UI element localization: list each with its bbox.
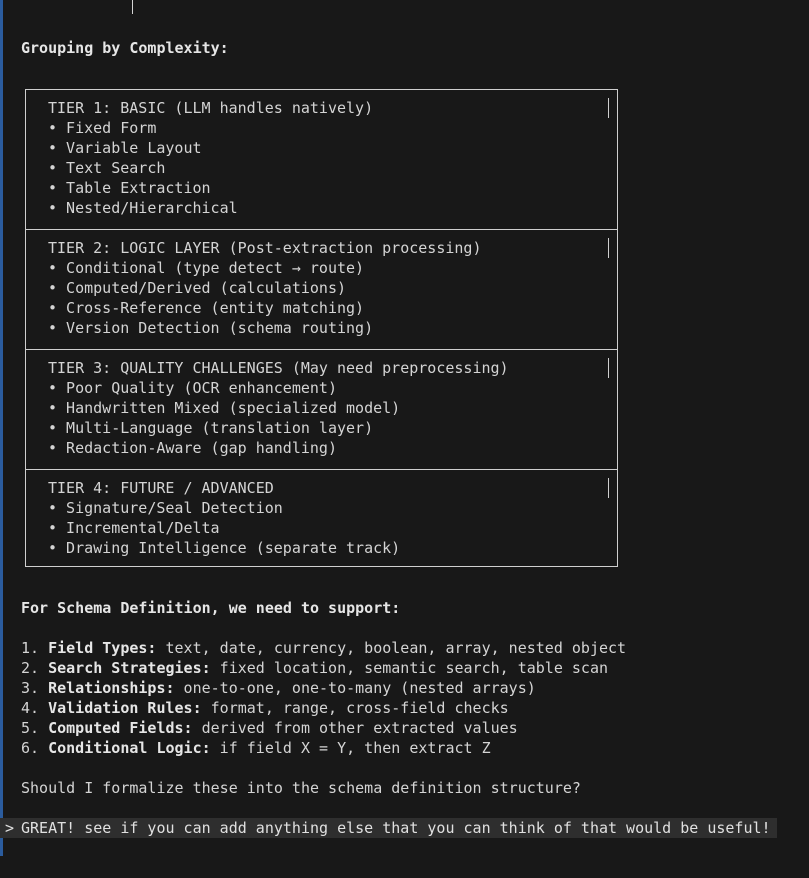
tier-3-item: • Handwritten Mixed (specialized model): [48, 399, 401, 417]
grouping-heading: Grouping by Complexity:: [21, 39, 229, 57]
schema-list-item: [21, 718, 518, 738]
schema-list-item: [21, 698, 509, 718]
item-label: Search Strategies:: [48, 659, 211, 677]
tier-1-title: TIER 1: BASIC (LLM handles natively): [48, 99, 374, 117]
prompt-caret-icon: >: [5, 819, 15, 837]
tier-2-title: TIER 2: LOGIC LAYER (Post-extraction processing): [48, 239, 482, 257]
user-prompt-input[interactable]: [0, 818, 777, 838]
item-text: format, range, cross-field checks: [201, 699, 509, 717]
schema-list-item: [21, 638, 626, 658]
left-accent-bar: [0, 0, 3, 856]
item-number: 5.: [21, 719, 49, 737]
prompt-text: GREAT! see if you can add anything else that you can think of that would be useful!: [21, 819, 771, 837]
tier-1-border-tick: [608, 98, 609, 118]
item-label: Computed Fields:: [48, 719, 193, 737]
item-text: derived from other extracted values: [192, 719, 518, 737]
tier-4-border-tick: [608, 478, 609, 498]
tier-3-border-tick: [608, 358, 609, 378]
tier-3-title: TIER 3: QUALITY CHALLENGES (May need preprocessing): [48, 359, 509, 377]
tier-4-item: • Signature/Seal Detection: [48, 499, 283, 517]
item-label: Field Types:: [48, 639, 157, 657]
tier-1-item: • Table Extraction: [48, 179, 211, 197]
schema-list-item: [21, 678, 536, 698]
text-cursor: [132, 0, 133, 14]
item-text: text, date, currency, boolean, array, nested object: [156, 639, 627, 657]
tier-1-item: • Fixed Form: [48, 119, 157, 137]
tier-1-section: [26, 90, 617, 229]
tier-3-item: • Multi-Language (translation layer): [48, 419, 374, 437]
tier-1-item: • Nested/Hierarchical: [48, 199, 238, 217]
tier-2-section: [26, 229, 617, 349]
schema-list-item: [21, 738, 491, 758]
tier-table: [25, 89, 618, 567]
tier-1-item: • Variable Layout: [48, 139, 202, 157]
tier-4-item: • Drawing Intelligence (separate track): [48, 539, 401, 557]
item-label: Conditional Logic:: [48, 739, 211, 757]
tier-1-item: • Text Search: [48, 159, 166, 177]
item-number: 6.: [21, 739, 49, 757]
tier-4-section: [26, 469, 617, 567]
item-number: 2.: [21, 659, 49, 677]
item-label: Validation Rules:: [48, 699, 202, 717]
item-text: one-to-one, one-to-many (nested arrays): [174, 679, 536, 697]
item-text: fixed location, semantic search, table scan: [210, 659, 609, 677]
schema-heading: For Schema Definition, we need to support:: [21, 599, 401, 617]
tier-3-item: • Poor Quality (OCR enhancement): [48, 379, 337, 397]
tier-4-item: • Incremental/Delta: [48, 519, 220, 537]
tier-2-item: • Cross-Reference (entity matching): [48, 299, 365, 317]
schema-list-item: [21, 658, 608, 678]
tier-3-item: • Redaction-Aware (gap handling): [48, 439, 337, 457]
item-number: 3.: [21, 679, 49, 697]
item-text: if field X = Y, then extract Z: [210, 739, 491, 757]
item-number: 4.: [21, 699, 49, 717]
tier-3-section: [26, 349, 617, 469]
tier-2-item: • Computed/Derived (calculations): [48, 279, 347, 297]
item-number: 1.: [21, 639, 49, 657]
assistant-question: Should I formalize these into the schema definition structure?: [21, 779, 581, 797]
tier-2-item: • Conditional (type detect → route): [48, 259, 365, 277]
tier-2-border-tick: [608, 238, 609, 258]
tier-2-item: • Version Detection (schema routing): [48, 319, 374, 337]
tier-4-title: TIER 4: FUTURE / ADVANCED: [48, 479, 274, 497]
item-label: Relationships:: [48, 679, 175, 697]
